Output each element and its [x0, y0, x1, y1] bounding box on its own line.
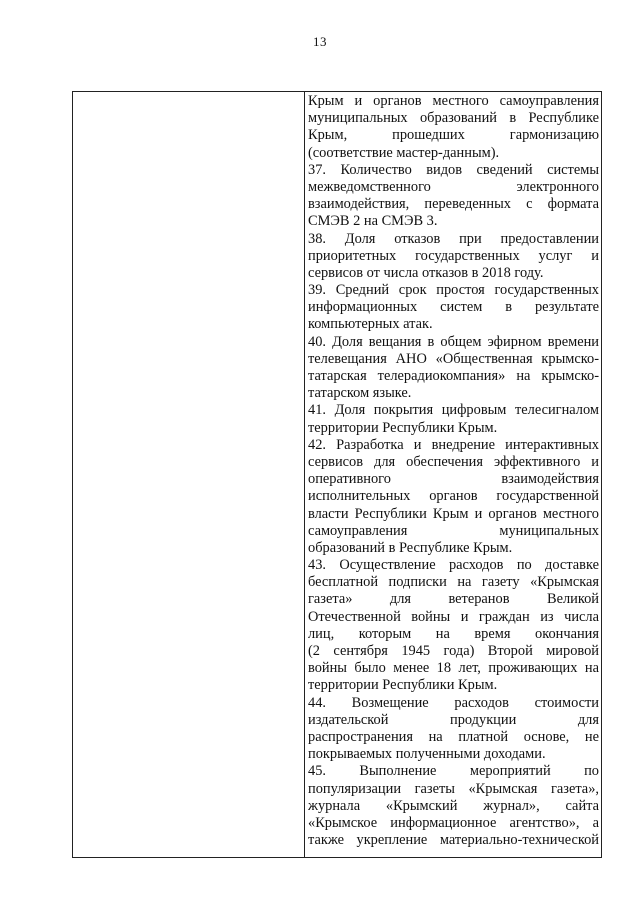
- text-line: СМЭВ 2 на СМЭВ 3.: [308, 213, 438, 230]
- text-line: 45. Выполнение мероприятий по: [308, 763, 599, 780]
- text-line: 40. Доля вещания в общем эфирном времени: [308, 333, 599, 350]
- text-line: газета» для ветеранов Великой: [308, 591, 599, 608]
- text-line: приоритетных государственных услуг и: [308, 247, 599, 264]
- text-line: журнала «Крымский журнал», сайта: [308, 797, 599, 814]
- text-line: (2 сентября 1945 года) Второй мировой: [308, 643, 599, 659]
- text-line: 41. Доля покрытия цифровым телесигналом: [308, 402, 599, 419]
- text-line: Отечественной войны и граждан из числа: [308, 608, 599, 625]
- text-line: телевещания АНО «Общественная крымско-: [308, 350, 599, 367]
- text-line: 42. Разработка и внедрение интерактивных: [308, 436, 599, 453]
- text-line: войны было менее 18 лет, проживающих на: [308, 660, 599, 677]
- text-line: лиц, которым на время окончания: [308, 625, 599, 642]
- text-line: взаимодействия, переведенных с формата: [308, 196, 599, 213]
- text-line: Крым, прошедших гармонизацию: [308, 127, 599, 144]
- text-line: 39. Средний срок простоя государственных: [308, 282, 599, 299]
- text-line: оперативного взаимодействия: [308, 471, 599, 488]
- text-line: информационных систем в результате: [308, 299, 599, 316]
- table-left-column: [73, 92, 305, 857]
- text-line: власти Республики Крым и органов местного: [308, 505, 599, 522]
- text-line: 37. Количество видов сведений системы: [308, 161, 599, 178]
- text-line: 38. Доля отказов при предоставлении: [308, 230, 599, 247]
- text-line: сервисов от числа отказов в 2018 году.: [308, 264, 544, 281]
- text-line: татарская телерадиокомпания» на крымско-: [308, 368, 599, 384]
- text-line: компьютерных атак.: [308, 316, 433, 333]
- text-line: покрываемых полученными доходами.: [308, 746, 546, 763]
- text-line: исполнительных органов государственной: [308, 488, 599, 505]
- text-line: татарском языке.: [308, 385, 412, 402]
- text-line: сервисов для обеспечения эффективного и: [308, 453, 599, 470]
- page-number: 13: [313, 34, 327, 49]
- text-line: территории Республики Крым.: [308, 677, 498, 694]
- text-line: (соответствие мастер-данным).: [308, 144, 500, 161]
- text-line: 43. Осуществление расходов по доставке: [308, 557, 599, 574]
- text-line: популяризации газеты «Крымская газета»,: [308, 780, 599, 797]
- text-line: самоуправления муниципальных: [308, 522, 599, 539]
- text-line: издательской продукции для: [308, 711, 599, 728]
- text-line: 44. Возмещение расходов стоимости: [308, 694, 599, 711]
- text-line: «Крымское информационное агентство», а: [308, 814, 599, 831]
- document-table: [72, 91, 602, 858]
- text-line: межведомственного электронного: [308, 178, 599, 195]
- text-line: распространения на платной основе, не: [308, 728, 599, 745]
- text-line: территории Республики Крым.: [308, 419, 498, 436]
- text-line: бесплатной подписки на газету «Крымская: [308, 574, 599, 591]
- text-line: также укрепление материально-технической: [308, 832, 599, 849]
- text-line: образований в Республике Крым.: [308, 539, 513, 556]
- table-right-column: [308, 92, 599, 857]
- text-line: Крым и органов местного самоуправления: [308, 93, 599, 109]
- text-line: муниципальных образований в Республике: [308, 110, 599, 127]
